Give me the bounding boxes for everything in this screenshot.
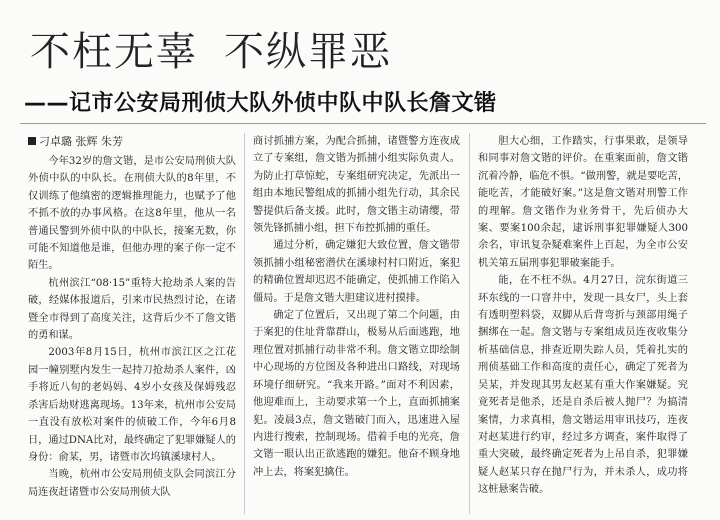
paragraph: 商讨抓捕方案，为配合抓捕，诸暨警方连夜成立了专案组，詹文锴为抓捕小组实际负责人。为防止打草惊蛇，专案组研究决定，先派出一组由本地民警组成的抓捕小组先行动，其余民警提供后备支援。此时，詹文锴主动请缨，带领先锋抓捕小组，担下布控抓捕的重任。 [253,136,460,235]
headline-title-part2: 不纵罪恶 [224,29,392,75]
headline-title [30,20,392,77]
headline-title-part1: 不枉无辜 [30,29,198,75]
article-column-1 [28,153,236,501]
paragraph: 今年32岁的詹文锴，是市公安局刑侦大队外侦中队的中队长。在刑侦大队的8年里，不仅训练了他缜密的逻辑推理能力，也赋予了他不抓不放的办事风格。在这8年里，他从一名普通民警到外侦中队的中队长，接案无数，你可能不知道他是谁，但他办理的案子你一定不陌生。 [28,156,236,272]
byline [28,133,123,149]
column-divider [244,133,245,514]
paragraph: 通过分析，确定嫌犯大致位置，詹文锴带领抓捕小组秘密潜伏在溪埭村村口附近，案犯的精确位置却迟迟不能确定，使抓捕工作陷入僵局。于是詹文锴大胆建议进村摸排。 [253,240,460,304]
column-divider [469,133,470,514]
headline-subtitle: ——记市公安局刑侦大队外侦中队中队长詹文锴 [24,91,497,116]
paragraph: 确定了位置后，又出现了第二个问题，由于案犯的住址背靠群山，极易从后面逃跑，地理位置对抓捕行动非常不利。詹文锴立即绘制中心现场的方位图及各种进出口路线，对现场环境仔细研究。“我来开路。”面对不利因素，他迎难而上，主动要求第一个上，直面抓捕案犯。凌晨3点，詹文锴破门而入，迅速进入屋内进行搜索，控制现场。借着手电的光亮，詹文锴一眼认出正欲逃跑的嫌犯。他奋不顾身地冲上去，将案犯擒住。 [253,310,460,478]
bullet-square-icon [28,137,36,145]
byline-authors: 刁卓璐 张辉 朱芳 [39,135,123,148]
paragraph: 胆大心细，工作踏实，行事果敢，是领导和同事对詹文锴的评价。在重案面前，詹文锴沉着冷静，临危不惧。“做刑警，就是要吃苦，能吃苦，才能破好案。”这是詹文锴对刑警工作的理解。詹文锴作为业务骨干，先后侦办大案、要案100余起，逮诉刑事犯罪嫌疑人300余名，审讯复杂疑难案件上百起，为全市公安机关第五届刑事犯罪破案能手。 [478,136,688,269]
article-column-3 [478,133,688,499]
paragraph: 2003年8月15日，杭州市滨江区之江花园一幢别墅内发生一起持刀抢劫杀人案件，凶手将近八旬的老妈妈、4岁小女孩及保姆残忍杀害后劫财逃离现场。13年来，杭州市公安局一直没有放松对案件的侦破工作，今年6月8日，通过DNA比对，最终确定了犯罪嫌疑人的身份：俞某，男，诸暨市次坞镇溪埭村人。 [28,347,236,463]
header-divider [20,123,706,124]
article-column-2 [253,133,460,481]
paragraph: 当晚，杭州市公安局刑侦支队会同滨江分局连夜赶诸暨市公安局刑侦大队 [28,469,236,498]
paragraph: 能，在不枉不纵。4月27日，浣东街道三环东线的一口窨井中，发现一具女尸，头上套有透明塑料袋，双脚从后背弯折与颈部用绳子捆绑在一起。詹文锴与专案组成员连夜收集分析基础信息，排查近期失踪人员，凭着扎实的刑侦基础工作和高度的责任心，确定了死者为吴某，并发现其男友赵某有重大作案嫌疑。究竟死者是他杀，还是自杀后被人抛尸？为搞清案情，力求真相，詹文锴运用审讯技巧，连夜对赵某进行约审，经过多方调查，案件取得了重大突破，最终确定死者为上吊自杀，犯罪嫌疑人赵某只存在抛尸行为，并未杀人，成功将这桩悬案告破。 [478,275,688,496]
paragraph: 杭州滨江“08·15”重特大抢劫杀人案的告破，经媒体报道后，引来市民热烈讨论，在诸暨全市得到了高度关注，这背后少不了詹文锴的勇和谋。 [28,277,236,342]
